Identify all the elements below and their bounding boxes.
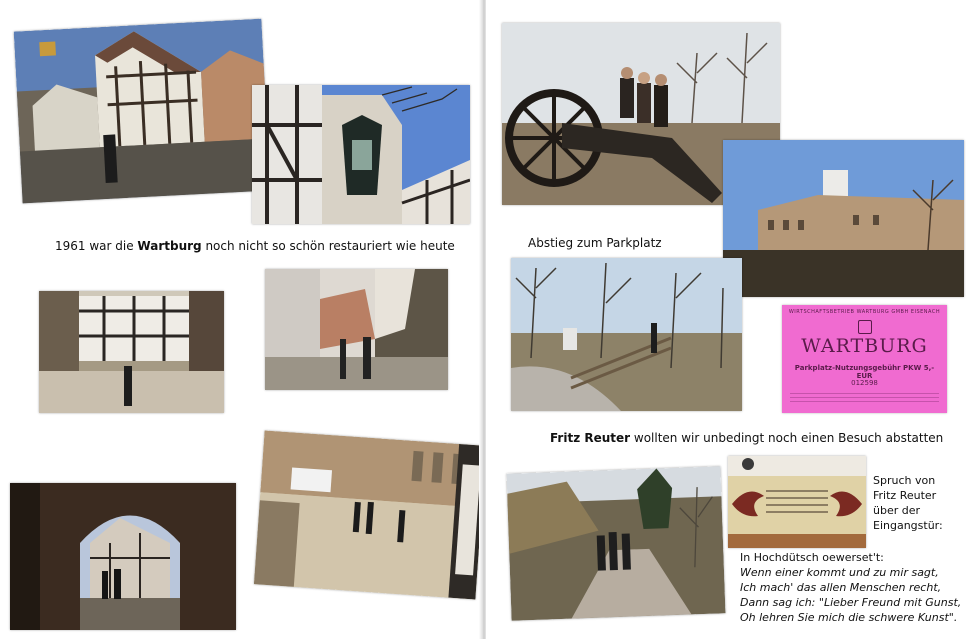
quote-intro: In Hochdütsch oewerset't: — [740, 551, 884, 564]
ticket-emblem-icon — [858, 320, 872, 334]
ticket-fine-print — [790, 393, 939, 405]
ticket-header: WIRTSCHAFTSBETRIEB WARTBURG GMBH EISENACH — [788, 309, 941, 315]
caption-highlight-fritz-reuter: Fritz Reuter — [550, 431, 631, 445]
spruch-label: Spruch von Fritz Reuter über der Eingangstür: — [873, 474, 943, 532]
caption-wartburg-1961: 1961 war die Wartburg noch nicht so schön restauriert wie heute — [55, 239, 455, 253]
photo-courtyard-with-visitor — [39, 291, 224, 413]
caption-fritz-reuter: Fritz Reuter wollten wir unbedingt noch einen Besuch abstatten — [550, 431, 944, 445]
quote-line: Dann sag ich: "Lieber Freund mit Gunst, — [740, 596, 962, 609]
photo-lantern-timber-frame — [252, 85, 470, 224]
photo-courtyard-with-van — [254, 430, 486, 599]
photo-wartburg-castle-view — [723, 140, 964, 297]
ticket-number: 012598 — [851, 379, 878, 387]
reuter-quote — [740, 550, 961, 625]
quote-line: Wenn einer kommt und zu mir sagt, — [740, 566, 939, 579]
quote-line: Oh lehren Sie mich die schwere Kunst". — [740, 611, 958, 624]
caption-descent-parking: Abstieg zum Parkplatz — [528, 236, 662, 250]
left-page — [0, 0, 482, 639]
photo-reuter-house-inscription — [728, 456, 866, 548]
ticket-title: WARTBURG — [801, 335, 928, 357]
caption-highlight-wartburg: Wartburg — [137, 239, 202, 253]
photo-wartburg-courtyard-1961 — [14, 19, 271, 204]
photo-path-to-parking — [511, 258, 742, 411]
photo-gate-archway — [10, 483, 236, 630]
photo-castle-lane — [265, 269, 448, 390]
parking-ticket-wartburg — [782, 305, 947, 413]
ticket-subtitle: Parkplatz-Nutzungsgebühr PKW 5,- EUR — [794, 364, 935, 380]
quote-line: Ich mach' das allen Menschen recht, — [740, 581, 942, 594]
photo-walking-downhill — [507, 466, 726, 620]
